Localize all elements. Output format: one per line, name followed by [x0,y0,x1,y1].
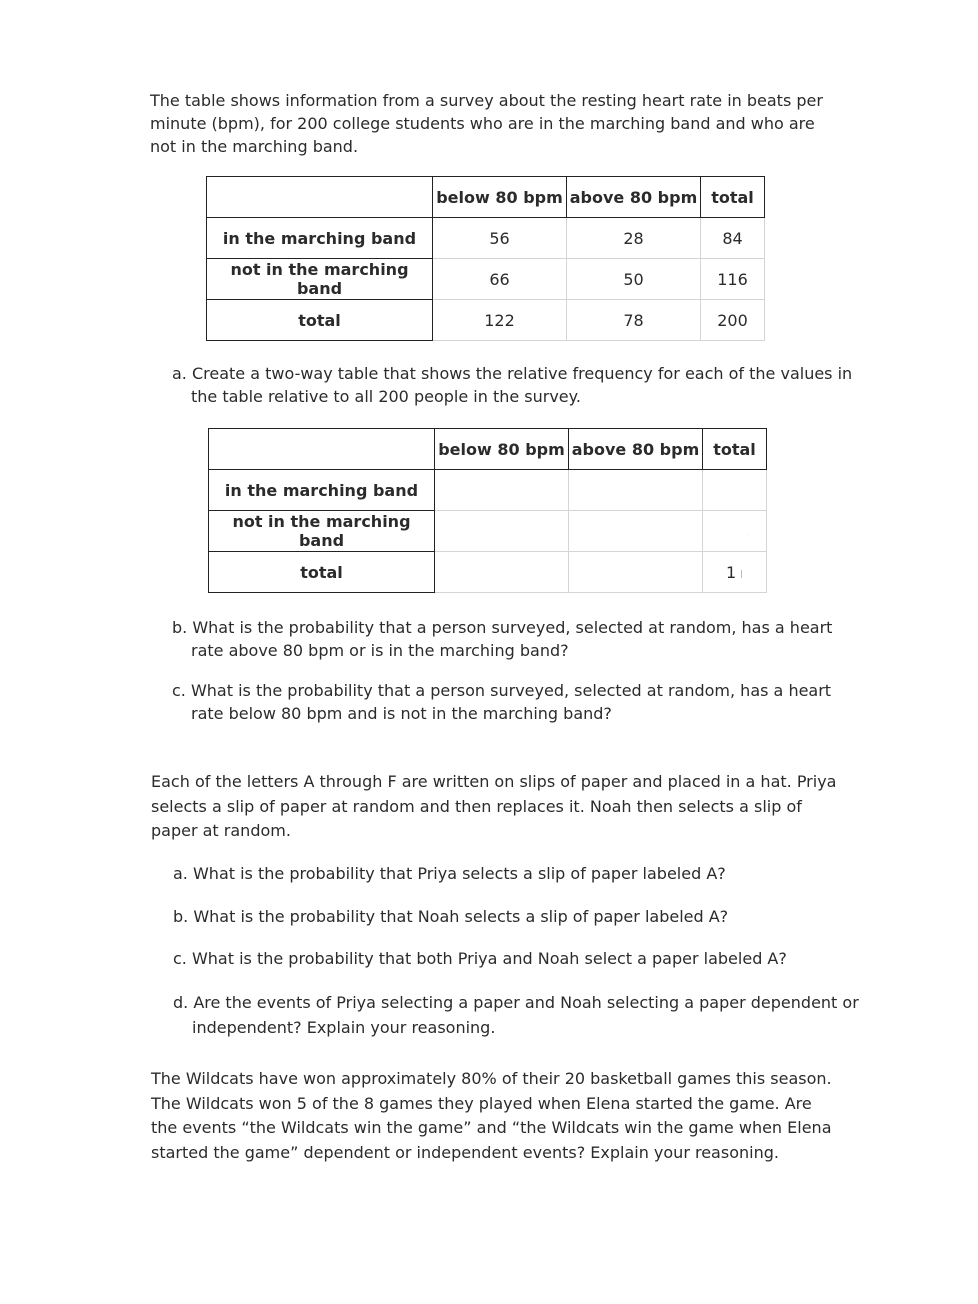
problem2-part-c: c. What is the probability that both Priya and Noah select a paper labeled A? [173,949,787,968]
problem1-part-a: a. Create a two-way table that shows the relative frequency for each of the values in the table relative to all 200 people in the survey. [172,364,853,406]
table-cell: 50 [567,259,701,300]
faint-mark: · [747,531,750,539]
table-row [207,300,765,341]
column-header: below 80 bpm [435,429,569,470]
answer-cell[interactable] [703,511,767,552]
table-row [209,552,767,593]
answer-cell[interactable] [569,552,703,593]
column-header: total [703,429,767,470]
table-row [207,218,765,259]
total-value: 1 [726,562,737,582]
answer-cell[interactable] [569,470,703,511]
answer-cell[interactable] [435,511,569,552]
table-corner-cell [207,177,433,218]
heart-rate-table [206,176,765,341]
table-row [209,511,767,552]
column-header: below 80 bpm [433,177,567,218]
relative-frequency-table [208,428,767,593]
column-header: above 80 bpm [569,429,703,470]
table-header-row [207,177,765,218]
column-header: total [701,177,765,218]
cursor-mark: | [740,568,743,578]
column-header: above 80 bpm [567,177,701,218]
table-cell: 122 [433,300,567,341]
table-cell: 28 [567,218,701,259]
row-header: total [207,300,433,341]
answer-cell[interactable] [703,552,767,593]
table-cell: 66 [433,259,567,300]
problem1-part-b: b. What is the probability that a person surveyed, selected at random, has a heart rate above 80 bpm or is in the marching band? [172,618,833,660]
answer-cell[interactable] [703,470,767,511]
problem1-intro: The table shows information from a survey about the resting heart rate in beats per minute (bpm), for 200 college students who are in the marching band and who are not in the marching band. [150,91,823,156]
problem3-text: The Wildcats have won approximately 80% of their 20 basketball games this season. The Wildcats won 5 of the 8 games they played when Elena started the game. Are the events “the Wildcats win the game” and “the Wildcats win the game when Elena started the game” dependent or independent events? Explain your reasoning. [151,1069,832,1162]
table-corner-cell [209,429,435,470]
row-header: not in the marching band [209,511,435,552]
table-cell: 78 [567,300,701,341]
table-cell: 200 [701,300,765,341]
row-header: in the marching band [207,218,433,259]
table-header-row [209,429,767,470]
problem2-intro: Each of the letters A through F are written on slips of paper and placed in a hat. Priya selects a slip of paper at random and then replaces it. Noah then selects a slip of paper at random. [151,772,837,840]
problem2-part-b: b. What is the probability that Noah selects a slip of paper labeled A? [173,907,729,926]
table-cell: 84 [701,218,765,259]
row-header: in the marching band [209,470,435,511]
table-cell: 56 [433,218,567,259]
answer-cell[interactable] [435,470,569,511]
table-row [209,470,767,511]
answer-cell[interactable] [435,552,569,593]
problem2-part-d: d. Are the events of Priya selecting a paper and Noah selecting a paper dependent or independent? Explain your reasoning. [173,993,859,1037]
answer-cell[interactable] [569,511,703,552]
row-header: total [209,552,435,593]
row-header: not in the marching band [207,259,433,300]
problem1-part-c: c. What is the probability that a person surveyed, selected at random, has a heart rate below 80 bpm and is not in the marching band? [172,681,832,723]
table-row [207,259,765,300]
problem2-part-a: a. What is the probability that Priya selects a slip of paper labeled A? [173,864,726,883]
table-cell: 116 [701,259,765,300]
